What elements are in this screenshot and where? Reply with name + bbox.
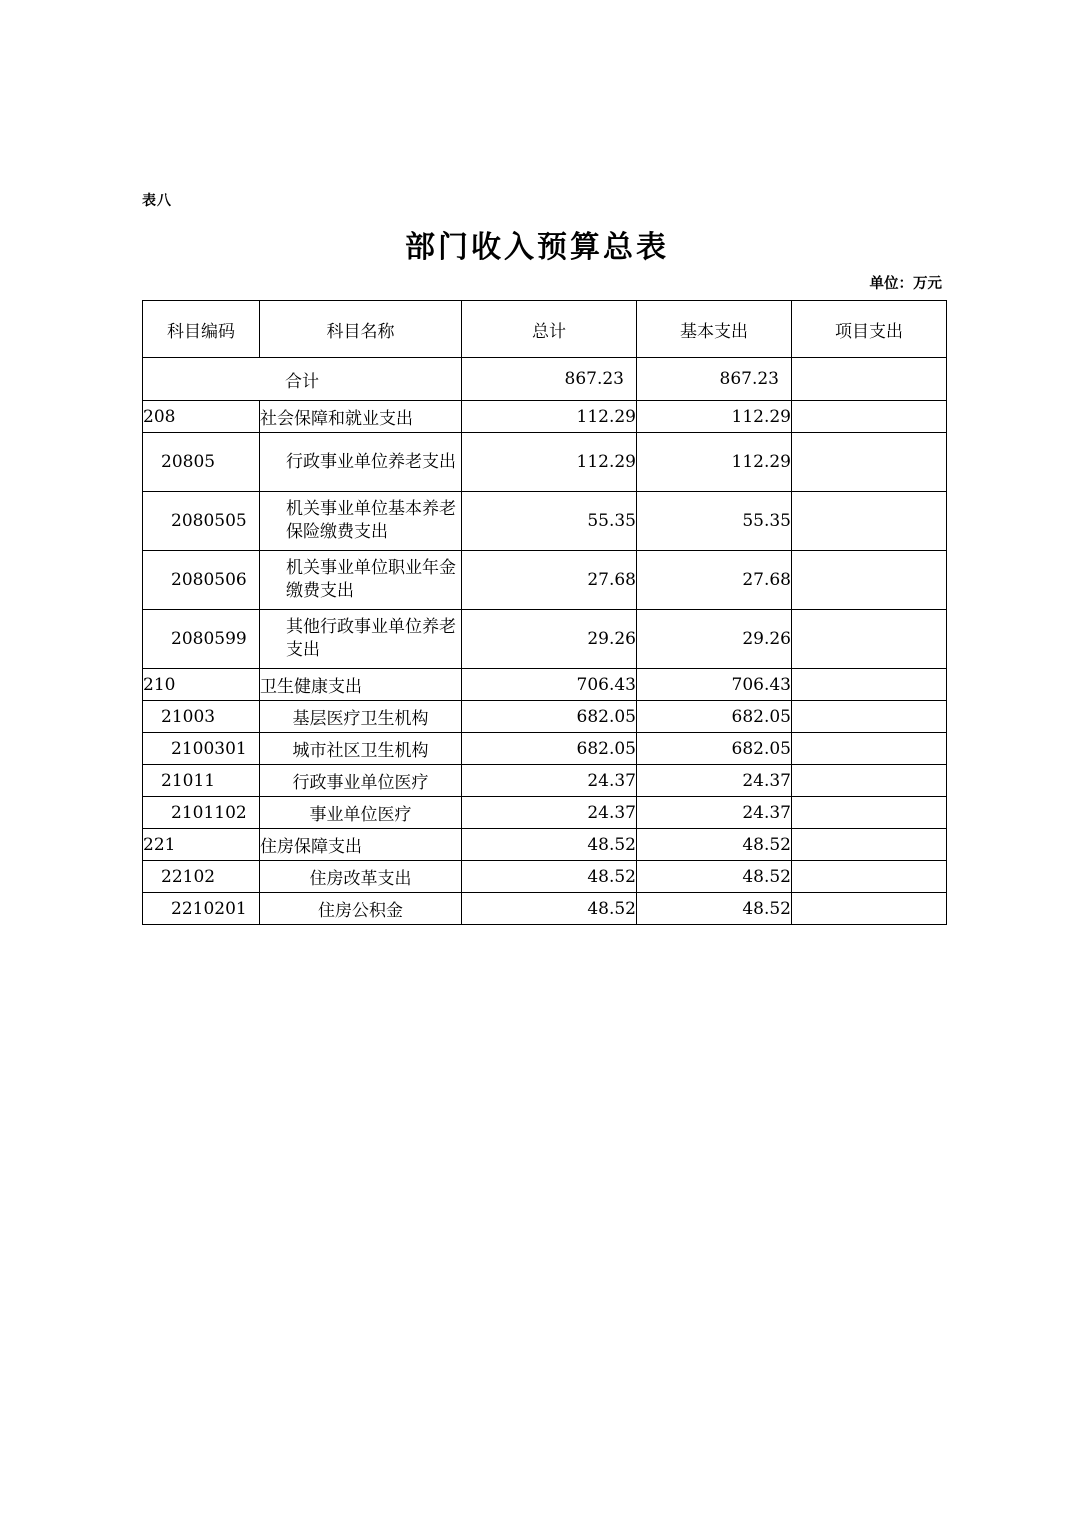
column-header-project: 项目支出 [792, 301, 947, 358]
sheet-label: 表八 [142, 193, 172, 209]
cell-code: 20805 [143, 433, 260, 492]
table-row [143, 551, 947, 610]
cell-project [792, 669, 947, 701]
cell-basic: 48.52 [637, 893, 792, 925]
total-label: 合计 [143, 358, 462, 401]
column-header-code: 科目编码 [143, 301, 260, 358]
cell-total: 24.37 [462, 797, 637, 829]
cell-total: 112.29 [462, 401, 637, 433]
cell-basic: 48.52 [637, 829, 792, 861]
table-row [143, 433, 947, 492]
cell-code: 21003 [143, 701, 260, 733]
column-header-basic: 基本支出 [637, 301, 792, 358]
table-row [143, 401, 947, 433]
unit-note: 单位：万元 [869, 276, 942, 292]
cell-project [792, 797, 947, 829]
cell-total: 29.26 [462, 610, 637, 669]
table-row [143, 861, 947, 893]
budget-table [142, 300, 947, 925]
column-header-name: 科目名称 [260, 301, 462, 358]
cell-name: 社会保障和就业支出 [260, 401, 462, 433]
cell-basic: 112.29 [637, 401, 792, 433]
cell-project [792, 829, 947, 861]
table-row [143, 610, 947, 669]
cell-code: 208 [143, 401, 260, 433]
cell-total: 48.52 [462, 893, 637, 925]
cell-name: 住房保障支出 [260, 829, 462, 861]
cell-code: 2080599 [143, 610, 260, 669]
cell-project [792, 701, 947, 733]
cell-basic: 24.37 [637, 765, 792, 797]
cell-basic: 48.52 [637, 861, 792, 893]
cell-code: 2080505 [143, 492, 260, 551]
cell-project [792, 551, 947, 610]
total-project [792, 358, 947, 401]
cell-name: 机关事业单位职业年金缴费支出 [260, 551, 462, 610]
table-row [143, 492, 947, 551]
cell-basic: 27.68 [637, 551, 792, 610]
total-basic: 867.23 [637, 358, 792, 401]
table-row [143, 733, 947, 765]
table-row [143, 765, 947, 797]
cell-project [792, 733, 947, 765]
cell-code: 22102 [143, 861, 260, 893]
table-header-row [143, 301, 947, 358]
table-row [143, 669, 947, 701]
cell-name: 住房公积金 [260, 893, 462, 925]
cell-basic: 29.26 [637, 610, 792, 669]
cell-code: 210 [143, 669, 260, 701]
cell-project [792, 861, 947, 893]
table-row [143, 797, 947, 829]
cell-name: 住房改革支出 [260, 861, 462, 893]
cell-basic: 24.37 [637, 797, 792, 829]
cell-basic: 55.35 [637, 492, 792, 551]
cell-name: 事业单位医疗 [260, 797, 462, 829]
cell-basic: 682.05 [637, 733, 792, 765]
cell-project [792, 401, 947, 433]
cell-name: 基层医疗卫生机构 [260, 701, 462, 733]
cell-total: 48.52 [462, 861, 637, 893]
cell-name: 机关事业单位基本养老保险缴费支出 [260, 492, 462, 551]
table-body [143, 358, 947, 925]
table-row [143, 829, 947, 861]
cell-total: 706.43 [462, 669, 637, 701]
cell-code: 2210201 [143, 893, 260, 925]
cell-total: 27.68 [462, 551, 637, 610]
cell-basic: 112.29 [637, 433, 792, 492]
cell-total: 48.52 [462, 829, 637, 861]
cell-code: 2101102 [143, 797, 260, 829]
total-total: 867.23 [462, 358, 637, 401]
cell-total: 55.35 [462, 492, 637, 551]
cell-name: 城市社区卫生机构 [260, 733, 462, 765]
cell-basic: 682.05 [637, 701, 792, 733]
cell-code: 221 [143, 829, 260, 861]
cell-project [792, 610, 947, 669]
cell-name: 卫生健康支出 [260, 669, 462, 701]
cell-name: 行政事业单位养老支出 [260, 433, 462, 492]
cell-project [792, 433, 947, 492]
cell-total: 682.05 [462, 733, 637, 765]
cell-total: 24.37 [462, 765, 637, 797]
cell-project [792, 765, 947, 797]
table-row-total [143, 358, 947, 401]
cell-code: 2080506 [143, 551, 260, 610]
cell-total: 682.05 [462, 701, 637, 733]
cell-total: 112.29 [462, 433, 637, 492]
page-title: 部门收入预算总表 [405, 230, 669, 265]
table-row [143, 893, 947, 925]
table-row [143, 701, 947, 733]
cell-basic: 706.43 [637, 669, 792, 701]
cell-name: 其他行政事业单位养老支出 [260, 610, 462, 669]
cell-name: 行政事业单位医疗 [260, 765, 462, 797]
cell-code: 2100301 [143, 733, 260, 765]
column-header-total: 总计 [462, 301, 637, 358]
cell-project [792, 893, 947, 925]
cell-code: 21011 [143, 765, 260, 797]
cell-project [792, 492, 947, 551]
